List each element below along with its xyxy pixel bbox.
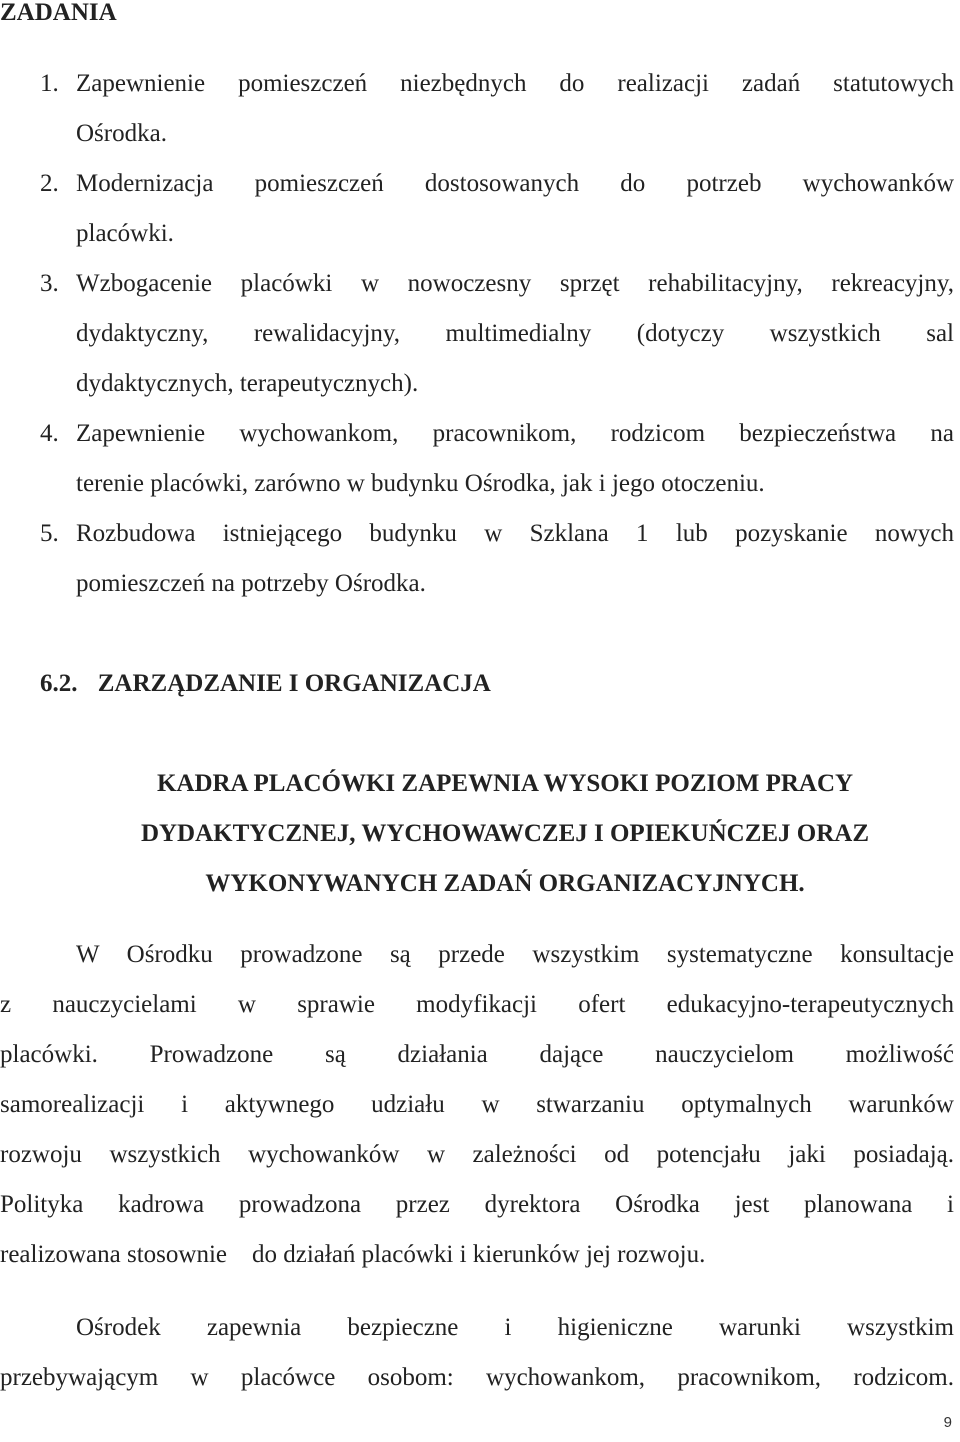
task-text-line: placówki. [76, 220, 174, 247]
task-text-line: Wzbogacenie placówki w nowoczesny sprzęt rehabilitacyjny, rekreacyjny, [76, 270, 954, 297]
task-number: 1. [40, 70, 59, 97]
task-text-line: dydaktyczny, rewalidacyjny, multimedialny (dotyczy wszystkich sal [76, 320, 954, 347]
paragraph-line: Polityka kadrowa prowadzona przez dyrektora Ośrodka jest planowana i [0, 1191, 954, 1218]
standard-line: WYKONYWANYCH ZADAŃ ORGANIZACYJNYCH. [205, 870, 805, 897]
task-number: 3. [40, 270, 59, 297]
paragraph-line: przebywającym w placówce osobom: wychowankom, pracownikom, rodzicom. [0, 1364, 954, 1391]
standard-line: KADRA PLACÓWKI ZAPEWNIA WYSOKI POZIOM PRACY [156, 770, 854, 797]
paragraph-line: W Ośrodku prowadzone są przede wszystkim systematyczne konsultacje [76, 941, 954, 968]
task-text-line: Modernizacja pomieszczeń dostosowanych do potrzeb wychowanków [76, 170, 954, 197]
task-text-line: Zapewnienie wychowankom, pracownikom, rodzicom bezpieczeństwa na [76, 420, 954, 447]
section-title [40, 669, 491, 699]
page-number: 9 [943, 1414, 952, 1431]
paragraph-line: Ośrodek zapewnia bezpieczne i higieniczne warunki wszystkim [76, 1314, 954, 1341]
paragraph-line: realizowana stosownie do działań placówki i kierunków jej rozwoju. [0, 1241, 706, 1268]
paragraph-line: placówki. Prowadzone są działania dające nauczycielom możliwość [0, 1041, 954, 1068]
task-text-line: pomieszczeń na potrzeby Ośrodka. [76, 570, 426, 597]
task-text-line: dydaktycznych, terapeutycznych). [76, 370, 419, 397]
task-text-line: Ośrodka. [76, 120, 167, 147]
section-number: 6.2. [40, 670, 78, 697]
section-title-text: ZARZĄDZANIE I ORGANIZACJA [97, 670, 491, 697]
task-number: 4. [40, 420, 59, 447]
paragraph-line: rozwoju wszystkich wychowanków w zależności od potencjału jaki posiadają. [0, 1141, 954, 1168]
task-text-line: Rozbudowa istniejącego budynku w Szklana 1 lub pozyskanie nowych [76, 520, 954, 547]
section-heading: ZADANIA [0, 0, 117, 26]
paragraph-line: samorealizacji i aktywnego udziału w stwarzaniu optymalnych warunków [0, 1091, 954, 1118]
task-text-line: terenie placówki, zarówno w budynku Ośrodka, jak i jego otoczeniu. [76, 470, 765, 497]
task-text-line: Zapewnienie pomieszczeń niezbędnych do realizacji zadań statutowych [76, 70, 954, 97]
standard-line: DYDAKTYCZNEJ, WYCHOWAWCZEJ I OPIEKUŃCZEJ ORAZ [140, 820, 870, 847]
paragraph-line: z nauczycielami w sprawie modyfikacji ofert edukacyjno-terapeutycznych [0, 991, 954, 1018]
task-number: 2. [40, 170, 59, 197]
task-number: 5. [40, 520, 59, 547]
